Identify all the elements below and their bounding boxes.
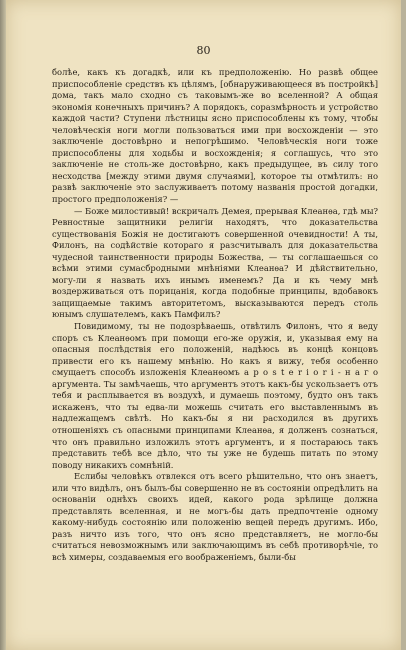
- paragraph: Еслибы человѣкъ отвлекся отъ всего рѣшительно, что онъ знаетъ, или что видѣлъ, онъ былъ-бы совершенно не въ состояніи опредѣлить на основаніи однѣхъ своихъ идей, какого рода зрѣлище должна представлять вселенная, и не могъ-бы дать предпочтеніе одному какому-нибудь состоянію или положенію вещей передъ другимъ. Ибо, разъ ничто изъ того, что онъ ясно представляетъ, не могло-бы считаться невозможнымъ или заключающимъ въ себѣ противорѣчіе, то всѣ химеры, создаваемыя его воображеніемъ, были-бы: [52, 471, 378, 562]
- paragraph: болѣе, какъ къ догадкѣ, или къ предположенію. Но развѣ общее приспособленіе средствъ къ цѣлямъ, [обнаруживающееся въ постройкѣ] дома, такъ мало сходно съ таковымъ-же во вселенной? А общая экономія конечныхъ причинъ? А порядокъ, соразмѣрность и устройство каждой части? Ступени лѣстницы ясно приспособлены къ тому, чтобы человѣческія ноги могли пользоваться ими при восхожденіи — это заключеніе достовѣрно и непогрѣшимо. Человѣческія ноги тоже приспособлены для ходьбы и восхожденія; я соглашусь, что это заключеніе не столь-же достовѣрно, какъ предыдущее, въ силу того несходства [между этими двумя случаями], которое ты отмѣтилъ: но развѣ заключеніе это заслуживаетъ потому названія простой догадки, простого предположенія? —: [52, 67, 378, 205]
- body-text: [52, 67, 378, 564]
- paragraph: — Боже милостивый! вскричалъ Демея, прерывая Клеанѳа, гдѣ мы? Ревностные защитники религіи находятъ, что доказательства существованія Божія не достигаютъ совершенной очевидности! А ты, Филонъ, на содѣйствіе котораго я разсчитывалъ для доказательства чудесной таинственности природы Божества, — ты соглашаешься со всѣми этими сумасбродными мнѣніями Клеанѳа? И дѣйствительно, могу-ли я назвать ихъ инымъ именемъ? Да и къ чему мнѣ воздерживаться отъ порицанія, когда подобные принципы, вдобавокъ защищаемые такимъ авторитетомъ, высказываются передъ столь юнымъ слушателемъ, какъ Памфилъ?: [52, 205, 378, 320]
- paragraph: Повидимому, ты не подозрѣваешь, отвѣтилъ Филонъ, что я веду споръ съ Клеанѳомъ при помощи его-же оружія, и, указывая ему на опасныя послѣдствія его положеній, надѣюсь въ концѣ концовъ привести его къ нашему мнѣнію. Но какъ я вижу, тебя особенно смущаетъ способъ изложенія Клеанѳомъ a p o s t e r i o r i - н а г о аргумента. Ты замѣчаешь, что аргументъ этотъ какъ-бы ускользаетъ отъ тебя и расплывается въ воздухѣ, и думаешь поэтому, будто онъ такъ искаженъ, что ты едва-ли можешь считать его выставленнымъ въ надлежащемъ свѣтѣ. Но какъ-бы я ни расходился въ другихъ отношеніяхъ съ опасными принципами Клеанѳа, я долженъ сознаться, что онъ правильно изложилъ этотъ аргументъ, и я постараюсь такъ представить тебѣ все дѣло, что ты уже не будешь питать по этому поводу никакихъ сомнѣній.: [52, 321, 378, 470]
- page-number: 80: [196, 44, 211, 57]
- book-page: [6, 0, 401, 650]
